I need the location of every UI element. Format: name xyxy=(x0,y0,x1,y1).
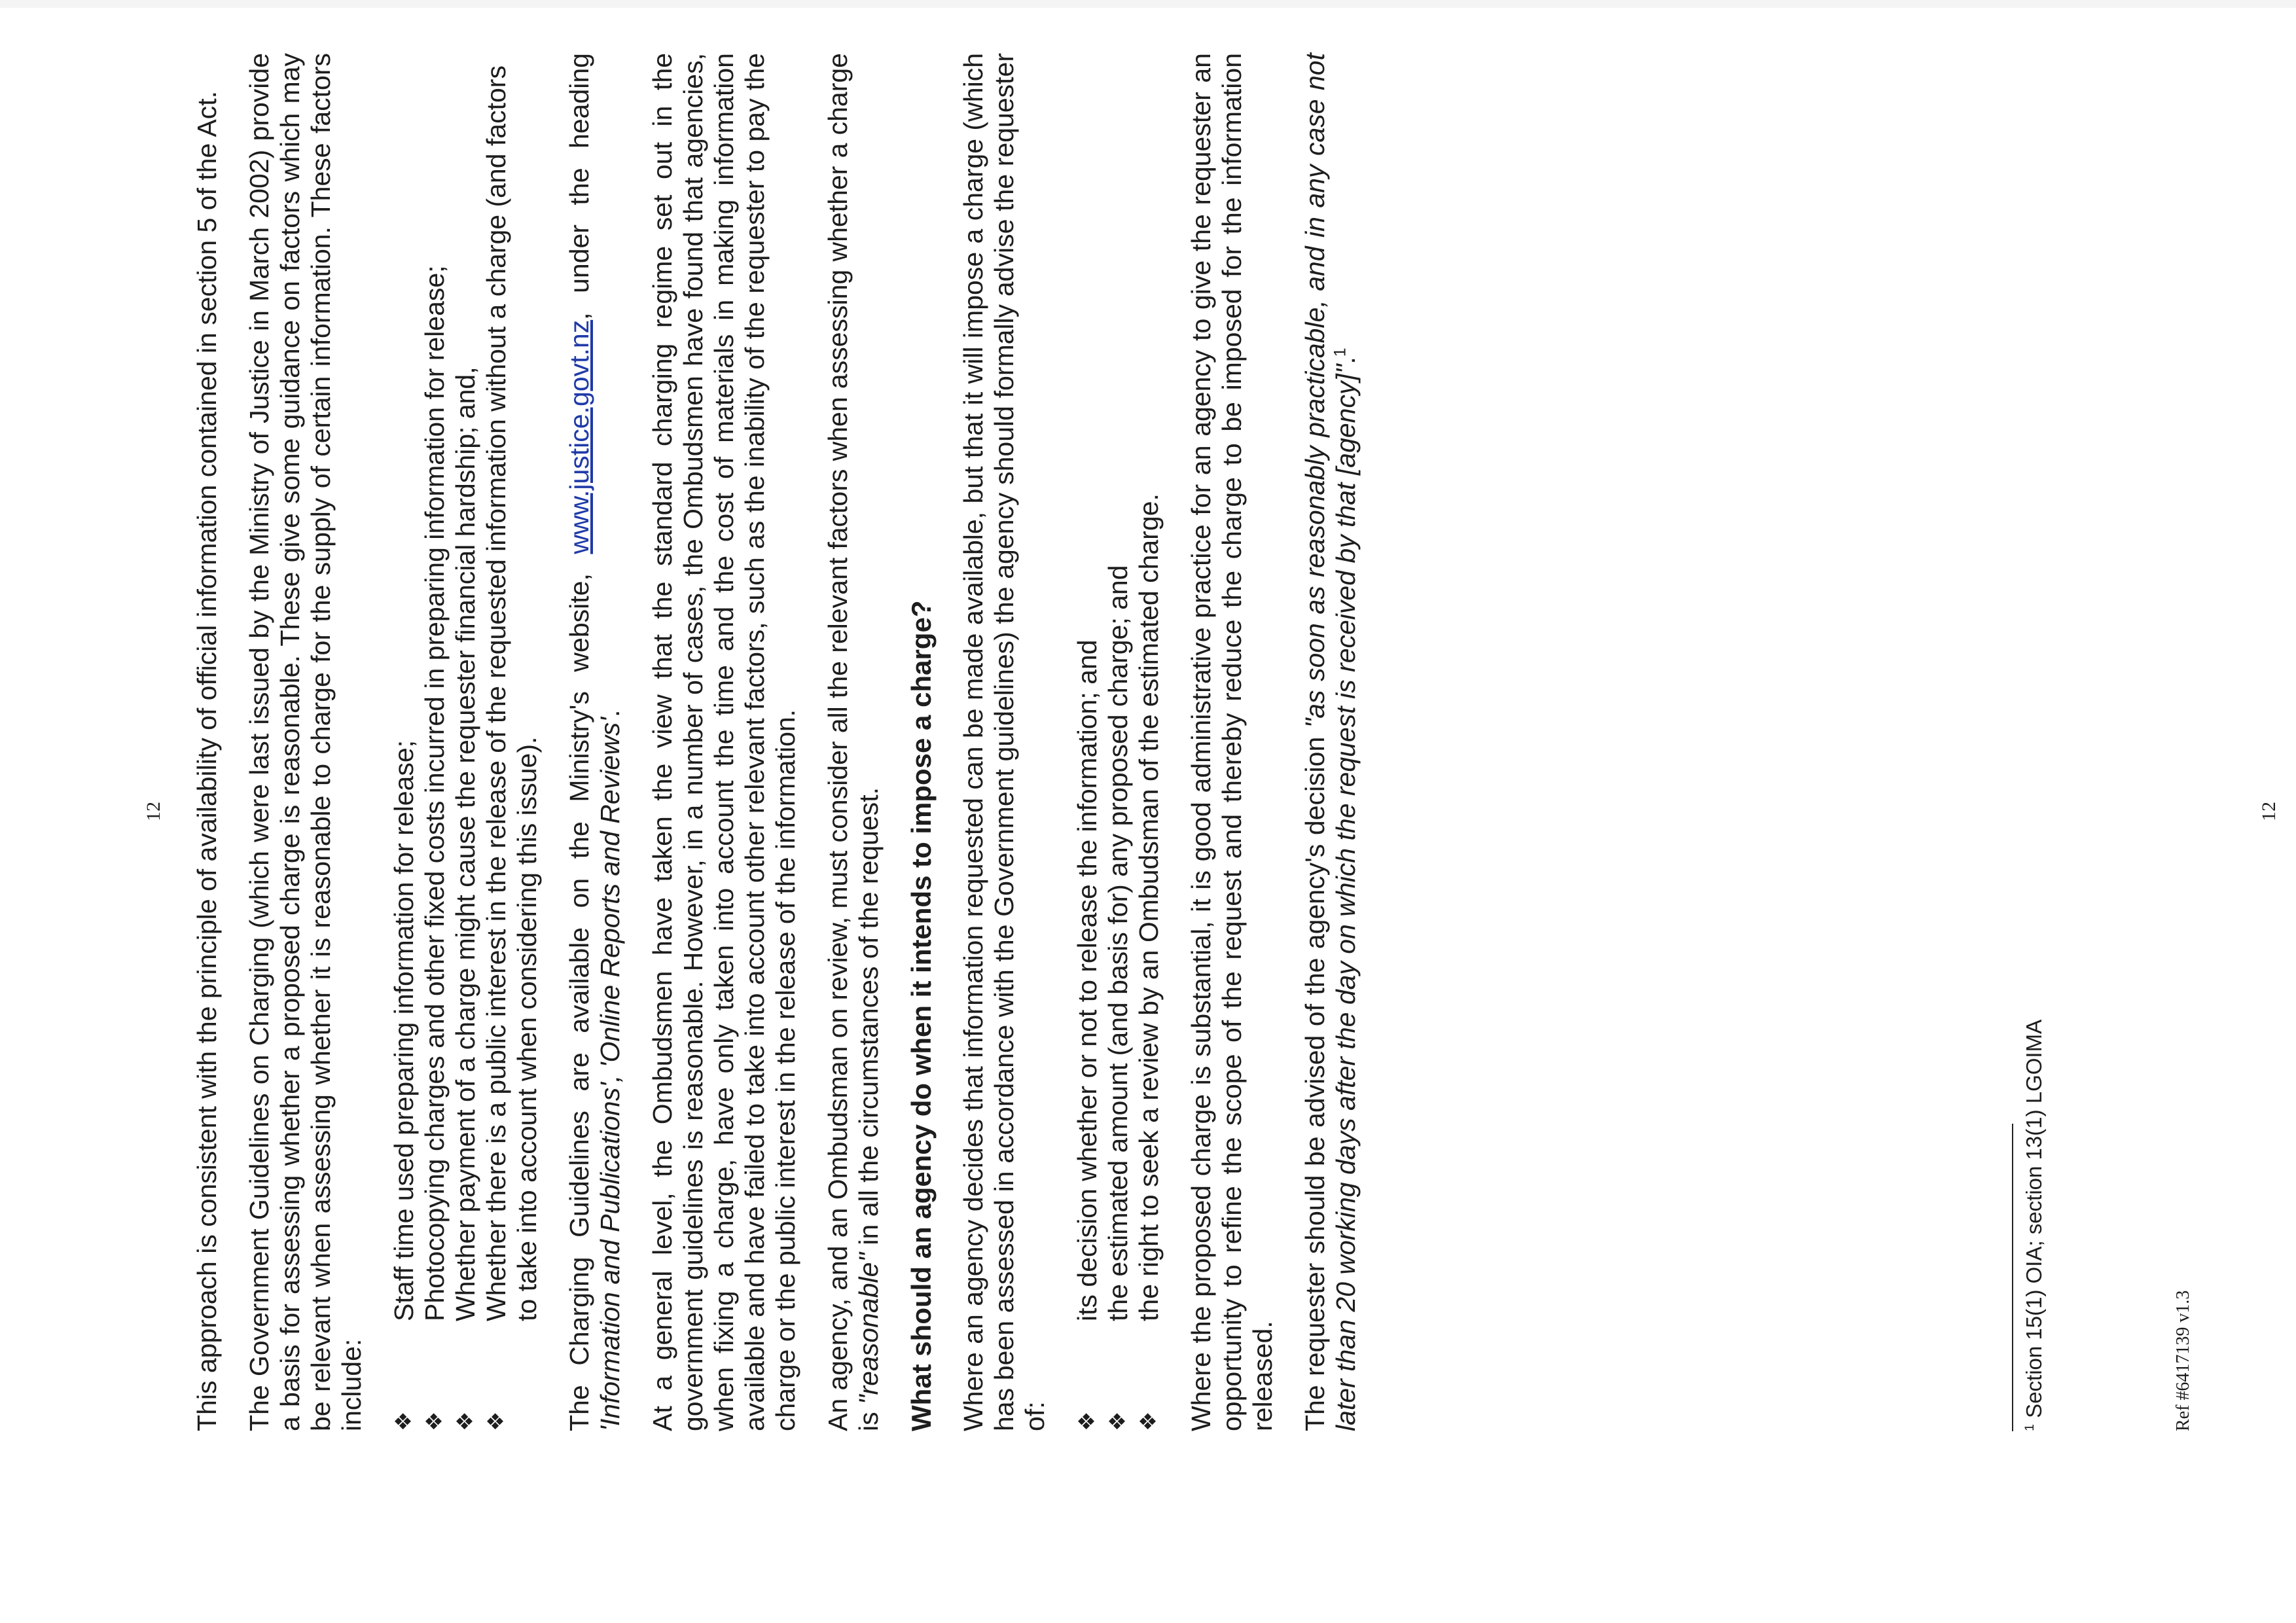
paragraph-guidelines: The Government Guidelines on Charging (which were last issued by the Ministry of Justice in March 2002) provide a basis for assessing whether a proposed charge is reasonable. These give some guidance on factors which may be relevant when assessing whether it is reasonable to charge for the supply of certain information. These factors include: xyxy=(244,53,367,1431)
justice-website-link[interactable]: www.justice.govt.nz xyxy=(564,319,594,554)
diamond-bullet-icon: ❖ xyxy=(1105,1411,1130,1431)
footnote-mark: 1 xyxy=(2022,1423,2037,1431)
list-item: ❖ the right to seek a review by an Ombudsman of the estimated charge. xyxy=(1134,493,1164,1431)
list-item: ❖ the estimated amount (and basis for) any proposed charge; and xyxy=(1103,565,1133,1431)
document-reference: Ref #6417139 v1.3 xyxy=(2173,1290,2193,1431)
diamond-bullet-icon: ❖ xyxy=(453,1411,478,1431)
paragraph-impose-charge: Where an agency decides that information requested can be made available, but that it will impose a charge (which has been assessed in accordance with the Government guidelines) the agency should formally advise the requester of: xyxy=(958,53,1050,1431)
list-item: ❖ Whether payment of a charge might cause the requester financial hardship; and, xyxy=(450,366,480,1431)
page-content xyxy=(192,53,1383,1431)
diamond-bullet-icon: ❖ xyxy=(1075,1411,1100,1431)
list-item: ❖ its decision whether or not to release the information; and xyxy=(1072,639,1102,1431)
list-item: ❖ Photocopying charges and other fixed costs incurred in preparing information for release; xyxy=(420,265,450,1431)
paragraph-reasonable: An agency, and an Ombudsman on review, must consider all the relevant factors when assessing whether a charge is "reasonable" in all the circumstances of the request. xyxy=(823,53,884,1431)
paragraph-requester-advised: The requester should be advised of the agency's decision "as soon as reasonably practicable, and in any case not later than 20 working days after the day on which the request is received by that [agency]".$^1$ xyxy=(1300,53,1361,1431)
paragraph-availability: This approach is consistent with the principle of availability of official information contained in section 5 of the Act. xyxy=(192,90,222,1431)
paragraph-substantial-charge: Where the proposed charge is substantial, it is good administrative practice for an agency to give the requester an opportunity to refine the scope of the request and thereby reduce the charge to be imposed for the information released. xyxy=(1186,53,1278,1431)
page-number-top: 12 xyxy=(143,802,164,821)
footnote: $^1$ Section 15(1) OIA; section 13(1) LGOIMA xyxy=(2022,1019,2046,1431)
factors-list xyxy=(389,53,543,1431)
diamond-bullet-icon: ❖ xyxy=(1136,1411,1161,1431)
paragraph-general-level: At a general level, the Ombudsmen have taken the view that the standard charging regime set out in the government guidelines is reasonable. However, in a number of cases, the Ombudsmen have found that agencies, when fixing a charge, have only taken into account the time and the cost of materials in making information available and have failed to take into account other relevant factors, such as the inability of the requester to pay the charge or the public interest in the release of the information. xyxy=(647,53,800,1431)
list-item: ❖ Staff time used preparing information for release; xyxy=(389,740,419,1431)
diamond-bullet-icon: ❖ xyxy=(391,1411,416,1431)
paragraph-charging-guidelines: The Charging Guidelines are available on the Ministry's website, www.justice.govt.nz, under the heading 'Information and Publications', 'Online Reports and Reviews'. xyxy=(564,53,625,1431)
diamond-bullet-icon: ❖ xyxy=(422,1411,447,1431)
diamond-bullet-icon: ❖ xyxy=(484,1411,509,1431)
footnote-reference[interactable]: 1 xyxy=(1331,348,1350,357)
footnote-divider xyxy=(2012,1124,2013,1431)
page-number-bottom: 12 xyxy=(2258,802,2280,821)
section-heading: What should an agency do when it intends to impose a charge? xyxy=(906,600,937,1431)
advise-list xyxy=(1072,53,1164,1431)
list-item: ❖ Whether there is a public interest in the release of the requested information without a charge (and factors to take into account when considering this issue). xyxy=(481,65,542,1431)
